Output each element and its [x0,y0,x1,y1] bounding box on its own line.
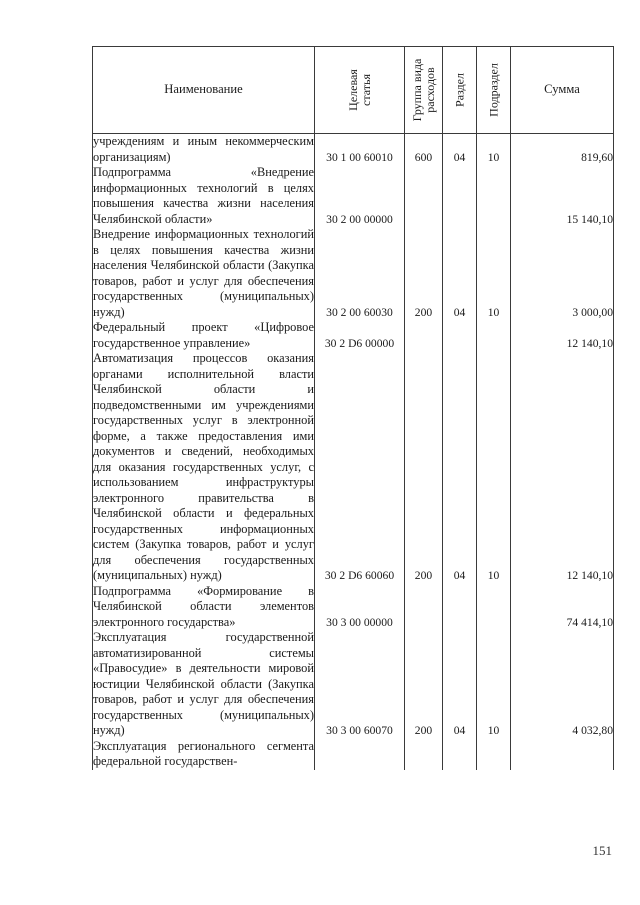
row-name: Внедрение информационных технологий в целях повышения качества жизни населения Челябинской области (Закупка товаров, работ и услуг для обеспечения государственных (муниципальных) нужд) [93,227,314,319]
row-subsection: 10 [477,227,511,320]
row-sum: 12 140,10 [511,351,614,584]
table-row [93,739,614,770]
row-section [443,739,477,770]
header-subsection: Подраздел [486,63,500,117]
header-sum: Сумма [511,47,614,134]
table-row [93,320,614,351]
header-target-article-cell [315,47,405,134]
header-name: Наименование [93,47,315,134]
row-expense-group: 200 [405,227,443,320]
row-target-article [315,739,405,770]
row-name: Подпрограмма «Формирование в Челябинской области элементов электронного государства» [93,583,314,629]
row-section [443,584,477,631]
row-expense-group: 600 [405,134,443,166]
header-section: Раздел [452,73,466,107]
row-section [443,320,477,351]
row-target-article: 30 3 00 60070 [315,630,405,739]
row-name: учреждениям и иным некоммерческим организациям) [93,134,314,164]
row-expense-group [405,739,443,770]
row-expense-group [405,165,443,227]
row-subsection: 10 [477,630,511,739]
row-section: 04 [443,630,477,739]
row-section: 04 [443,351,477,584]
row-section: 04 [443,227,477,320]
row-sum [511,739,614,770]
table-row [93,134,614,166]
table-row [93,351,614,584]
row-expense-group: 200 [405,630,443,739]
row-target-article: 30 1 00 60010 [315,134,405,166]
row-target-article: 30 2 D6 00000 [315,320,405,351]
row-sum: 74 414,10 [511,584,614,631]
table-row [93,227,614,320]
row-sum: 819,60 [511,134,614,166]
header-section-cell [443,47,477,134]
row-section [443,165,477,227]
table-row [93,165,614,227]
row-target-article: 30 2 00 00000 [315,165,405,227]
row-name: Федеральный проект «Цифровое государственное управление» [93,320,314,350]
row-sum: 15 140,10 [511,165,614,227]
row-sum: 3 000,00 [511,227,614,320]
row-subsection [477,320,511,351]
row-subsection [477,739,511,770]
row-subsection [477,165,511,227]
row-subsection: 10 [477,351,511,584]
budget-table [92,46,614,770]
header-subsection-cell [477,47,511,134]
header-expense-group-cell [405,47,443,134]
row-expense-group [405,584,443,631]
row-name: Автоматизация процессов оказания органами исполнительной власти Челябинской области и подведомственными им учреждениями государственных услуг в электронной форме, а также предоставления ими документов и сведений, необходимых для оказания государственных услуг, с использованием инфраструктуры электронного правительства в Челябинской области и федеральных государственных информационных систем (Закупка товаров, работ и услуг для обеспечения государственных (муниципальных) нужд) [93,351,314,582]
table-header-row [93,47,614,134]
row-sum: 4 032,80 [511,630,614,739]
page-number: 151 [592,843,612,858]
table-row [93,630,614,739]
header-target-article: Целевая статья [345,69,373,111]
row-subsection [477,584,511,631]
row-name: Эксплуатация регионального сегмента федеральной государствен- [93,738,314,768]
row-target-article: 30 2 D6 60060 [315,351,405,584]
row-section: 04 [443,134,477,166]
row-name: Подпрограмма «Внедрение информационных технологий в целях повышения качества жизни населения Челябинской области» [93,165,314,226]
row-name: Эксплуатация государственной автоматизированной системы «Правосудие» в деятельности мировой юстиции Челябинской области (Закупка товаров, работ и услуг для обеспечения государственных (муниципальных) нужд) [93,630,314,737]
row-expense-group [405,320,443,351]
row-target-article: 30 2 00 60030 [315,227,405,320]
row-expense-group: 200 [405,351,443,584]
row-subsection: 10 [477,134,511,166]
row-sum: 12 140,10 [511,320,614,351]
table-row [93,584,614,631]
header-expense-group: Группа вида расходов [409,58,437,122]
row-target-article: 30 3 00 00000 [315,584,405,631]
